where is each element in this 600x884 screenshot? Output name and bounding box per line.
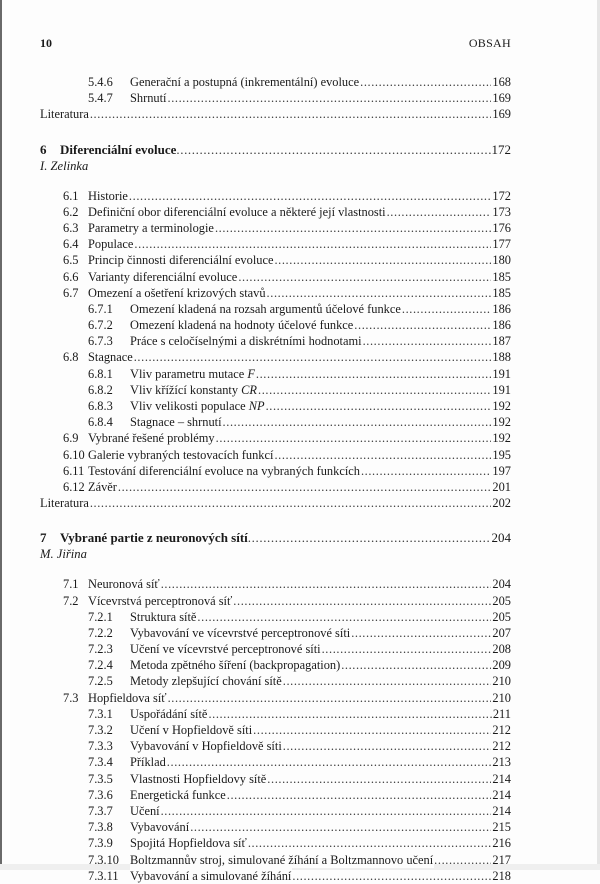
toc-entry[interactable]	[40, 317, 511, 333]
toc-entry-number: 6.3	[63, 220, 79, 235]
toc-entry[interactable]	[40, 819, 511, 835]
toc-entry-page: 188	[492, 350, 511, 365]
toc-entry[interactable]	[40, 803, 511, 819]
dot-leader	[387, 204, 492, 220]
chapter-number: 6	[40, 141, 47, 157]
dot-leader	[118, 479, 492, 495]
toc-entry-title: Práce s celočíselnými a diskrétními hodnotami	[130, 334, 362, 349]
chapter-title: Diferenciální evoluce	[60, 141, 177, 157]
toc-entry-line	[88, 447, 511, 463]
toc-entry[interactable]	[40, 74, 511, 90]
toc-entry-line	[130, 738, 511, 754]
dot-leader	[168, 90, 492, 106]
toc-entry[interactable]	[40, 625, 511, 641]
toc-entry[interactable]	[40, 106, 511, 122]
toc-entry-number: 6.7.1	[88, 301, 113, 316]
toc-entry-number: 6.1	[63, 188, 79, 203]
toc-entry-title: Vliv velikosti populace NP	[130, 399, 265, 413]
toc-entry[interactable]	[40, 349, 511, 365]
toc-entry-page: 202	[492, 496, 511, 511]
toc-entry-page: 201	[492, 479, 511, 494]
toc-entry-title: Vybavování a simulované žíhání	[130, 868, 292, 883]
toc-entry-line	[130, 706, 511, 722]
toc-entry-title: Testování diferenciální evoluce na vybraných funkcích	[88, 463, 360, 478]
toc-entry-symbol: F	[247, 366, 255, 381]
toc-entry-line	[40, 495, 511, 511]
toc-entry[interactable]	[40, 754, 511, 770]
toc-entry-line	[88, 236, 511, 252]
dot-leader	[190, 819, 491, 835]
toc-entry-page: 212	[492, 739, 511, 754]
toc-entry-title: Omezení kladená na rozsah argumentů účelové funkce	[130, 301, 401, 316]
toc-entry-page: 214	[492, 787, 511, 802]
toc-entry-line	[130, 868, 511, 884]
toc-entry-title: Příklad	[130, 755, 166, 770]
toc-entry-number: 5.4.7	[88, 91, 113, 106]
toc-entry-title: Vliv křížící konstanty CR	[130, 382, 257, 397]
dot-leader	[341, 657, 491, 673]
dot-leader	[161, 803, 492, 819]
toc-entry-page: 205	[492, 609, 511, 624]
toc-entry[interactable]	[40, 236, 511, 252]
toc-entry-title: Stagnace – shrnutí	[130, 415, 222, 430]
toc-entry-line	[88, 204, 511, 220]
chapter-heading[interactable]	[40, 529, 511, 546]
chapter-line	[60, 141, 511, 158]
toc-entry-title: Vlastnosti Hopfieldovy sítě	[130, 771, 267, 786]
dot-leader	[267, 771, 491, 787]
toc-entry-page: 213	[492, 755, 511, 770]
dot-leader	[216, 430, 492, 446]
toc-entry-number: 6.8.4	[88, 415, 113, 430]
toc-entry-number: 6.10	[63, 447, 85, 462]
toc-entry-line	[130, 625, 511, 641]
toc-entry-page: 173	[492, 204, 511, 219]
dot-leader	[238, 269, 491, 285]
toc-entry-number: 7.3.10	[88, 852, 119, 867]
toc-entry-page: 207	[492, 625, 511, 640]
toc-entry-line	[88, 220, 511, 236]
chapter-number: 7	[40, 530, 47, 546]
toc-entry-page: 185	[492, 285, 511, 300]
toc-entry-number: 6.7	[63, 285, 79, 300]
toc-entry-page: 215	[492, 820, 511, 835]
toc-entry-line	[88, 430, 511, 446]
toc-entry[interactable]	[40, 90, 511, 106]
toc-entry-page: 212	[492, 723, 511, 737]
dot-leader	[134, 349, 492, 365]
chapter-heading[interactable]	[40, 141, 511, 158]
toc-entry-title: Vybavování v Hopfieldově síti	[130, 739, 282, 754]
toc-entry-number: 6.7.2	[88, 318, 113, 333]
toc-entry-number: 6.8.2	[88, 382, 113, 397]
dot-leader	[322, 641, 492, 657]
toc-entry-page: 191	[492, 382, 511, 397]
toc-entry-line	[130, 317, 511, 333]
toc-entry-title: Učení ve vícevrstvé perceptronové síti	[130, 642, 321, 657]
toc-entry-number: 7.3.9	[88, 836, 113, 851]
toc-entry[interactable]	[40, 868, 511, 884]
running-title: OBSAH	[468, 36, 511, 50]
toc-entry-page: 214	[492, 803, 511, 818]
toc-entry-page: 211	[492, 706, 511, 721]
toc-entry-number: 6.2	[63, 204, 79, 219]
toc-entry-title: Parametry a terminologie	[88, 220, 214, 235]
toc-entry-title: Metoda zpětného šíření (backpropagation)	[130, 658, 341, 673]
toc-entry-line	[130, 852, 511, 868]
toc-entry-title: Literatura	[40, 496, 89, 511]
toc-entry-page: 168	[492, 75, 511, 89]
dot-leader	[274, 252, 491, 268]
toc-entry-line	[88, 690, 511, 706]
toc-entry-number: 6.11	[63, 463, 85, 478]
toc-entry-page: 210	[492, 674, 511, 689]
toc-entry-number: 7.3	[63, 690, 79, 705]
toc-entry-line	[130, 641, 511, 657]
toc-entry-page: 187	[492, 334, 511, 349]
toc-entry-page: 177	[492, 237, 511, 252]
toc-entry-page: 191	[492, 366, 511, 381]
toc-entry[interactable]	[40, 252, 511, 268]
dot-leader	[274, 447, 491, 463]
toc-entry-page: 205	[492, 593, 511, 608]
toc-entry-title: Stagnace	[88, 350, 133, 365]
toc-entry-title: Energetická funkce	[130, 787, 226, 802]
toc-entry[interactable]	[40, 771, 511, 787]
dot-leader	[292, 868, 491, 884]
toc-entry-page: 172	[492, 188, 511, 203]
toc-entry-page: 197	[492, 463, 511, 478]
dot-leader	[208, 706, 491, 722]
toc-entry-page: 192	[492, 415, 511, 430]
page-header	[40, 36, 511, 52]
dot-leader	[256, 366, 492, 382]
toc-entry-line	[130, 414, 511, 430]
toc-entry-title: Generační a postupná (inkrementální) evoluce	[130, 75, 360, 89]
toc-entry[interactable]	[40, 188, 511, 204]
toc-entry-line	[130, 803, 511, 819]
dot-leader	[283, 738, 492, 754]
toc-entry-title: Definiční obor diferenciální evoluce a některé její vlastnosti	[88, 204, 386, 219]
toc-entry-title: Populace	[88, 237, 134, 252]
toc-entry-title: Vybavování	[130, 820, 190, 835]
toc-entry-line	[88, 269, 511, 285]
dot-leader	[197, 609, 491, 625]
toc-entry-number: 7.2.4	[88, 658, 113, 673]
chapter-author: I. Zelinka	[40, 158, 89, 173]
dot-leader	[266, 398, 492, 414]
toc-entry-title: Shrnutí	[130, 91, 167, 106]
toc-entry-number: 6.7.3	[88, 334, 113, 349]
toc-entry-line	[88, 479, 511, 495]
dot-leader	[134, 236, 491, 252]
toc-entry-line	[130, 819, 511, 835]
toc-entry-number: 7.2.3	[88, 642, 113, 657]
toc-entry-page: 204	[492, 577, 511, 592]
toc-entry[interactable]	[40, 593, 511, 609]
dot-leader	[215, 220, 491, 236]
toc-entry-number: 6.9	[63, 431, 79, 446]
toc-entry[interactable]	[40, 382, 511, 398]
toc-entry-symbol: CR	[241, 382, 257, 397]
toc-entry-page: 186	[492, 301, 511, 316]
toc-entry-title: Vybrané řešené problémy	[88, 431, 215, 446]
toc-entry[interactable]	[40, 609, 511, 625]
toc-entry-line	[88, 188, 511, 204]
toc-entry-number: 7.3.11	[88, 868, 119, 883]
dot-leader	[227, 787, 492, 803]
toc-entry-line	[130, 382, 511, 398]
toc-previous-section	[40, 74, 511, 123]
dot-leader	[351, 625, 491, 641]
chapter-line	[60, 529, 511, 546]
toc-entry-number: 6.4	[63, 237, 79, 252]
toc-entry-line	[88, 252, 511, 268]
toc-entry-line	[130, 722, 511, 738]
toc-entry-number: 6.8.1	[88, 366, 113, 381]
toc-entry-line	[88, 593, 511, 609]
toc-entry-page: 218	[492, 868, 511, 883]
dot-leader	[361, 463, 491, 479]
toc-entry-line	[130, 787, 511, 803]
toc-entry-line	[130, 754, 511, 770]
toc-entry-title: Učení v Hopfieldově síti	[130, 723, 253, 737]
dot-leader	[233, 593, 491, 609]
toc-entry[interactable]	[40, 285, 511, 301]
toc-entry-page: 209	[492, 658, 511, 673]
toc-entry-line	[130, 74, 511, 90]
toc-entry-page: 185	[492, 269, 511, 284]
dot-leader	[360, 74, 491, 90]
toc-entry-line	[130, 366, 511, 382]
toc-entry-title: Galerie vybraných testovacích funkcí	[88, 447, 274, 462]
chapter-title: Vybrané partie z neuronových sítí	[60, 530, 248, 546]
toc-entry-number: 6.12	[63, 479, 85, 494]
toc-entry-number: 6.8.3	[88, 399, 113, 413]
toc-entry-page: 192	[492, 399, 511, 413]
toc-entry[interactable]	[40, 269, 511, 285]
toc-entry-title: Varianty diferenciální evoluce	[88, 269, 238, 284]
toc-entry-page: 210	[492, 690, 511, 705]
toc-entry[interactable]	[40, 706, 511, 722]
dot-leader	[354, 317, 491, 333]
toc-entry[interactable]	[40, 414, 511, 430]
toc-entry-title: Vybavování ve vícevrstvé perceptronové síti	[130, 625, 351, 640]
toc-entry-number: 7.2	[63, 593, 79, 608]
dot-leader	[167, 754, 492, 770]
toc-entry-title: Spojitá Hopfieldova síť	[130, 836, 247, 851]
toc-entry-page: 217	[492, 852, 511, 867]
toc-entry-line	[130, 333, 511, 349]
toc-chapters	[40, 141, 511, 884]
toc-entry-number: 6.5	[63, 253, 79, 268]
dot-leader	[129, 188, 491, 204]
toc-entry-line	[88, 576, 511, 592]
dot-leader	[402, 301, 492, 317]
page-number: 10	[40, 36, 52, 50]
toc-entry-title: Vliv parametru mutace F	[130, 366, 255, 381]
toc-entry-line	[88, 463, 511, 479]
toc-entry-title: Závěr	[88, 479, 117, 494]
toc-entry[interactable]	[40, 852, 511, 868]
dot-leader	[283, 673, 492, 689]
toc-entry[interactable]	[40, 398, 511, 414]
toc-entry-title: Boltzmannův stroj, simulované žíhání a Boltzmannovo učení	[130, 852, 434, 867]
toc-entry[interactable]	[40, 301, 511, 317]
dot-leader	[248, 835, 492, 851]
toc-entry-line	[130, 771, 511, 787]
toc-entry[interactable]	[40, 366, 511, 382]
toc-entry-page: 216	[492, 836, 511, 851]
toc-entry[interactable]	[40, 787, 511, 803]
dot-leader	[248, 529, 491, 546]
dot-leader	[258, 382, 491, 398]
toc-entry-number: 7.1	[63, 577, 79, 592]
toc-chapter-7	[40, 529, 511, 884]
toc-entry-number: 7.3.1	[88, 706, 113, 721]
toc-entry[interactable]	[40, 447, 511, 463]
toc-entry-title: Omezení a ošetření krizových stavů	[88, 285, 266, 300]
toc-entry-page: 192	[492, 431, 511, 446]
toc-entry-number: 7.3.4	[88, 755, 113, 770]
dot-leader	[253, 722, 491, 738]
dot-leader	[161, 576, 492, 592]
dot-leader	[363, 333, 492, 349]
toc-entry[interactable]	[40, 479, 511, 495]
chapter-author: M. Jiřina	[40, 547, 87, 562]
toc-entry-symbol: NP	[248, 399, 265, 413]
toc-entry-title: Princip činnosti diferenciální evoluce	[88, 253, 274, 268]
toc-entry-number: 6.6	[63, 269, 79, 284]
toc-entry-page: 169	[492, 91, 511, 106]
toc-entry-title: Neuronová síť	[88, 577, 160, 592]
chapter-page: 204	[491, 530, 511, 546]
toc-entry-title: Omezení kladená na hodnoty účelové funkce	[130, 318, 354, 333]
toc-entry-line	[88, 349, 511, 365]
toc-entry-number: 7.3.7	[88, 803, 113, 818]
toc-entry-title: Literatura	[40, 107, 89, 122]
chapter-page: 172	[491, 141, 511, 157]
toc-entry-line	[130, 398, 511, 414]
toc-entry-title: Vícevrstvá perceptronová síť	[88, 593, 233, 608]
dot-leader	[434, 852, 491, 868]
dot-leader	[176, 141, 490, 158]
toc-entry[interactable]	[40, 333, 511, 349]
toc-entry-line	[130, 835, 511, 851]
toc-entry[interactable]	[40, 220, 511, 236]
toc-chapter-6	[40, 141, 511, 512]
toc-entry[interactable]	[40, 673, 511, 689]
toc-entry-line	[88, 285, 511, 301]
toc-entry[interactable]	[40, 835, 511, 851]
table-of-contents	[40, 74, 511, 884]
dot-leader	[90, 495, 492, 511]
toc-entry-number: 7.3.2	[88, 723, 113, 737]
toc-entry-line	[130, 301, 511, 317]
toc-entry[interactable]	[40, 657, 511, 673]
toc-entry-title: Metody zlepšující chování sítě	[130, 674, 282, 689]
toc-entry-page: 169	[492, 107, 511, 122]
toc-entry-title: Historie	[88, 188, 128, 203]
toc-entry-number: 7.3.8	[88, 820, 113, 835]
toc-entry-line	[40, 106, 511, 122]
toc-entry-title: Uspořádání sítě	[130, 706, 208, 721]
scan-left-edge	[0, 0, 2, 870]
toc-entry-line	[130, 657, 511, 673]
toc-entry-number: 7.2.2	[88, 625, 113, 640]
toc-entry-line	[130, 90, 511, 106]
dot-leader	[90, 106, 492, 122]
toc-entry-line	[130, 609, 511, 625]
toc-entry-title: Struktura sítě	[130, 609, 197, 624]
toc-entry-number: 6.8	[63, 350, 79, 365]
toc-entry[interactable]	[40, 430, 511, 446]
toc-entry[interactable]	[40, 722, 511, 738]
toc-entry-title: Hopfieldova síť	[88, 690, 167, 705]
dot-leader	[168, 690, 492, 706]
toc-entry[interactable]	[40, 690, 511, 706]
toc-entry[interactable]	[40, 463, 511, 479]
toc-entry[interactable]	[40, 641, 511, 657]
toc-entry-page: 208	[492, 642, 511, 657]
toc-entry[interactable]	[40, 738, 511, 754]
toc-entry[interactable]	[40, 495, 511, 511]
toc-entry-page: 214	[492, 771, 511, 786]
toc-entry-number: 7.3.3	[88, 739, 113, 754]
toc-entry[interactable]	[40, 204, 511, 220]
toc-entry[interactable]	[40, 576, 511, 592]
toc-entry-page: 176	[492, 220, 511, 235]
toc-entry-number: 7.2.1	[88, 609, 113, 624]
toc-entry-title: Učení	[130, 803, 160, 818]
toc-entry-line	[130, 673, 511, 689]
toc-entry-page: 195	[492, 447, 511, 462]
toc-entry-number: 7.2.5	[88, 674, 113, 689]
toc-entry-page: 186	[492, 318, 511, 333]
toc-entry-number: 5.4.6	[88, 75, 113, 89]
dot-leader	[223, 414, 492, 430]
toc-entry-page: 180	[492, 253, 511, 268]
dot-leader	[267, 285, 492, 301]
toc-entry-number: 7.3.6	[88, 787, 113, 802]
toc-entry-number: 7.3.5	[88, 771, 113, 786]
